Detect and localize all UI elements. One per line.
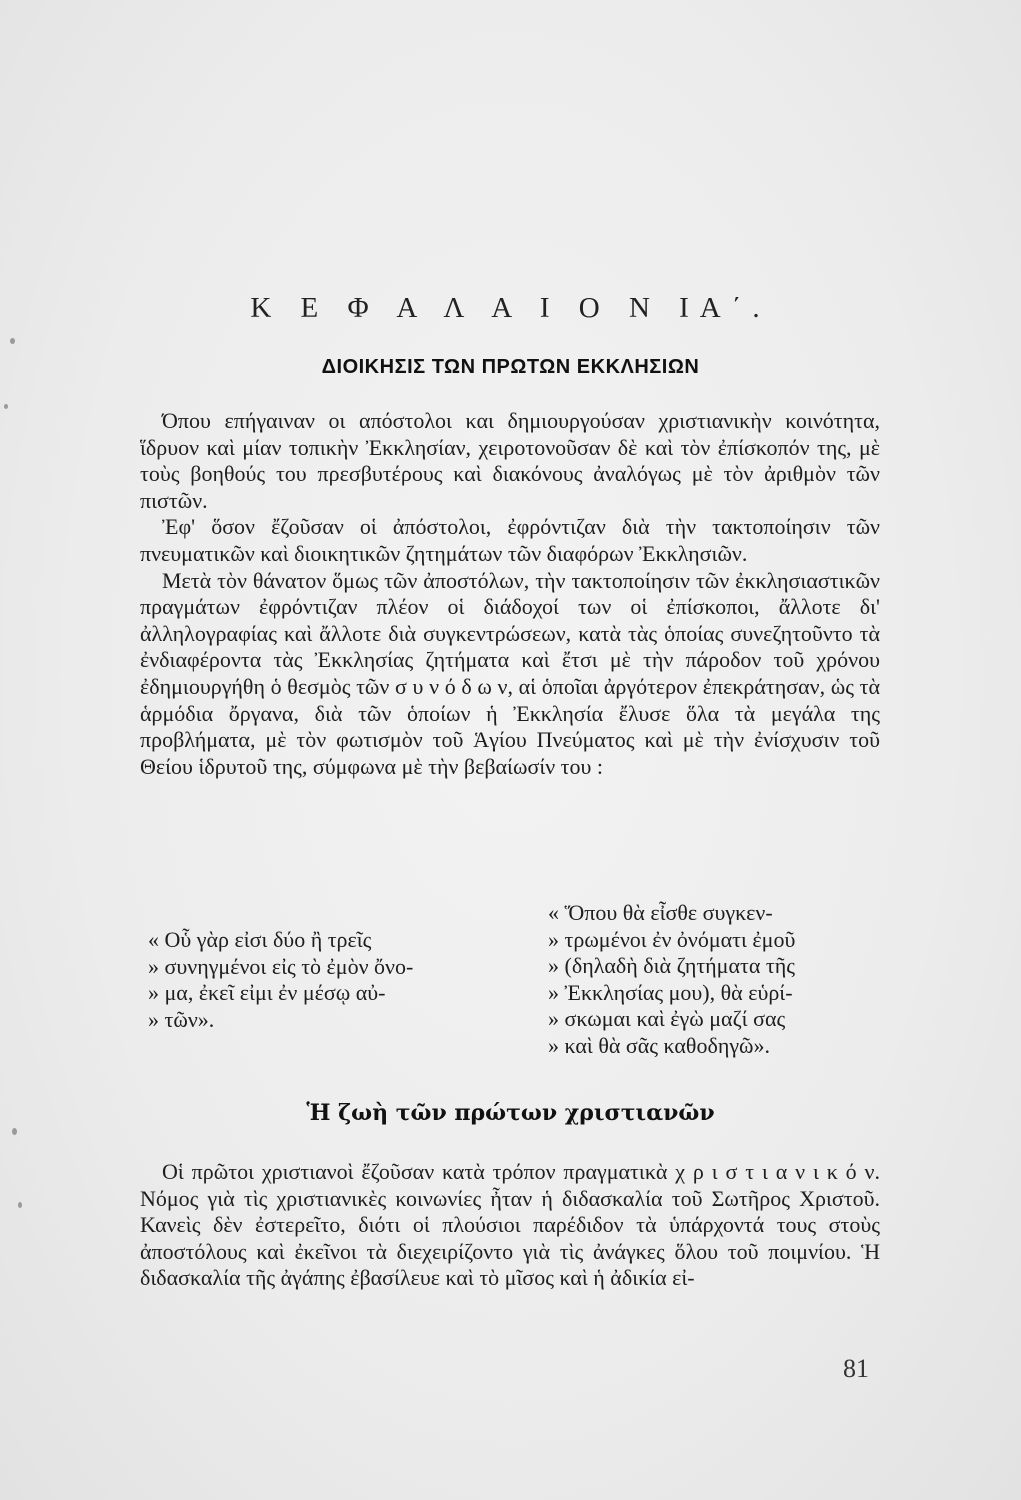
page-number: 81 bbox=[843, 1354, 869, 1383]
quote-line: « Οὗ γὰρ εἰσι δύο ἢ τρεῖς bbox=[148, 927, 372, 952]
quote-right bbox=[548, 900, 795, 1060]
chapter-title: Κ Ε Φ Α Λ Α Ι Ο Ν ΙΑ΄. bbox=[250, 292, 771, 324]
quote-line: » Ἐκκλησίας μου), θὰ εὑρί- bbox=[548, 979, 793, 1005]
scan-speck bbox=[4, 404, 8, 409]
quote-line: « Ὅπου θὰ εἶσθε συγκεν- bbox=[548, 900, 773, 925]
quote-left bbox=[148, 927, 413, 1033]
paragraph: Ἐφ' ὅσον ἔζοῦσαν οἱ ἀπόστολοι, ἐφρόντιζαν διὰ τὴν τακτοποίησιν τῶν πνευματικῶν καὶ διοικητικῶν ζητημάτων τῶν διαφόρων Ἐκκλησιῶν. bbox=[140, 514, 880, 566]
body-text-2 bbox=[140, 1159, 880, 1292]
scan-speck bbox=[18, 1202, 22, 1208]
quote-line: » συνηγμένοι εἰς τὸ ἐμὸν ὄνο- bbox=[148, 953, 414, 979]
subheading: Ἡ ζωὴ τῶν πρώτων χριστιανῶν bbox=[306, 1100, 715, 1126]
quote-line: » (δηλαδὴ διὰ ζητήματα τῆς bbox=[548, 953, 795, 979]
quote-line: » σκωμαι καὶ ἐγὼ μαζί σας bbox=[548, 1006, 786, 1032]
body-text bbox=[140, 408, 880, 780]
paragraph: Οἱ πρῶτοι χριστιανοὶ ἔζοῦσαν κατὰ τρόπον πραγματικὰ χ ρ ι σ τ ι α ν ι κ ό ν. Νόμος γιὰ τὶς χριστιανικὲς κοινωνίες ἦταν ἡ διδασκαλία τοῦ Σωτῆρος Χριστοῦ. Κανεὶς δὲν ἐστερεῖτο, διότι οἱ πλούσιοι παρέδιδον τὰ ὑπάρχοντά τους στοὺς ἀποστόλους καὶ ἐκεῖνοι τὰ διεχειρίζοντο γιὰ τὶς ἀνάγκες ὅλου τοῦ ποιμνίου. Ἡ διδασκαλία τῆς ἀγάπης ἐβασίλευε καὶ τὸ μῖσος καὶ ἡ ἀδικία εἰ- bbox=[140, 1159, 880, 1291]
quote-line: » τῶν». bbox=[148, 1006, 215, 1032]
paragraph: Όπου επήγαιναν οι απόστολοι και δημιουργούσαν χριστιανικὴν κοινότητα, ἵδρυον καὶ μίαν τοπικὴν Ἐκκλησίαν, χειροτονοῦσαν δὲ καὶ τὸν ἐπίσκοπόν της, μὲ τοὺς βοηθούς του πρεσβυτέρους καὶ διακόνους ἀναλόγως μὲ τὸν ἀριθμὸν τῶν πιστῶν. bbox=[140, 408, 880, 513]
quote-line: » καὶ θὰ σᾶς καθοδηγῶ». bbox=[548, 1032, 771, 1058]
paragraph: Μετὰ τὸν θάνατον ὅμως τῶν ἀποστόλων, τὴν τακτοποίησιν τῶν ἐκκλησιαστικῶν πραγμάτων ἐφρόντιζαν πλέον οἱ διάδοχοί των οἱ ἐπίσκοποι, ἄλλοτε δι' ἀλληλογραφίας καὶ ἄλλοτε διὰ συγκεντρώσεων, κατὰ τὰς ὁποίας συνεζητοῦντο τὰ ἐνδιαφέροντα τὰς Ἐκκλησίας ζητήματα καὶ ἔτσι μὲ τὴν πάροδον τοῦ χρόνου ἐδημιουργήθη ὁ θεσμὸς τῶν σ υ ν ό δ ω ν, αἱ ὁποῖαι ἀργότερον ἐπεκράτησαν, ὡς τὰ ἁρμόδια ὄργανα, διὰ τῶν ὁποίων ἡ Ἐκκλησία ἔλυσε ὅλα τὰ μεγάλα της προβλήματα, μὲ τὸν φωτισμὸν τοῦ Ἁγίου Πνεύματος καὶ μὲ τὴν ἐνίσχυσιν τοῦ Θείου ἱδρυτοῦ της, σύμφωνα μὲ τὴν βεβαίωσίν του : bbox=[140, 567, 880, 779]
scan-speck bbox=[12, 1128, 17, 1135]
section-heading: ΔΙΟΙΚΗΣΙΣ ΤΩΝ ΠΡΩΤΩΝ ΕΚΚΛΗΣΙΩΝ bbox=[321, 356, 700, 378]
quote-line: » μα, ἐκεῖ εἰμι ἐν μέσῳ αὐ- bbox=[148, 980, 386, 1006]
scan-speck bbox=[10, 338, 15, 344]
quote-line: » τρωμένοι ἐν ὀνόματι ἐμοῦ bbox=[548, 926, 796, 952]
